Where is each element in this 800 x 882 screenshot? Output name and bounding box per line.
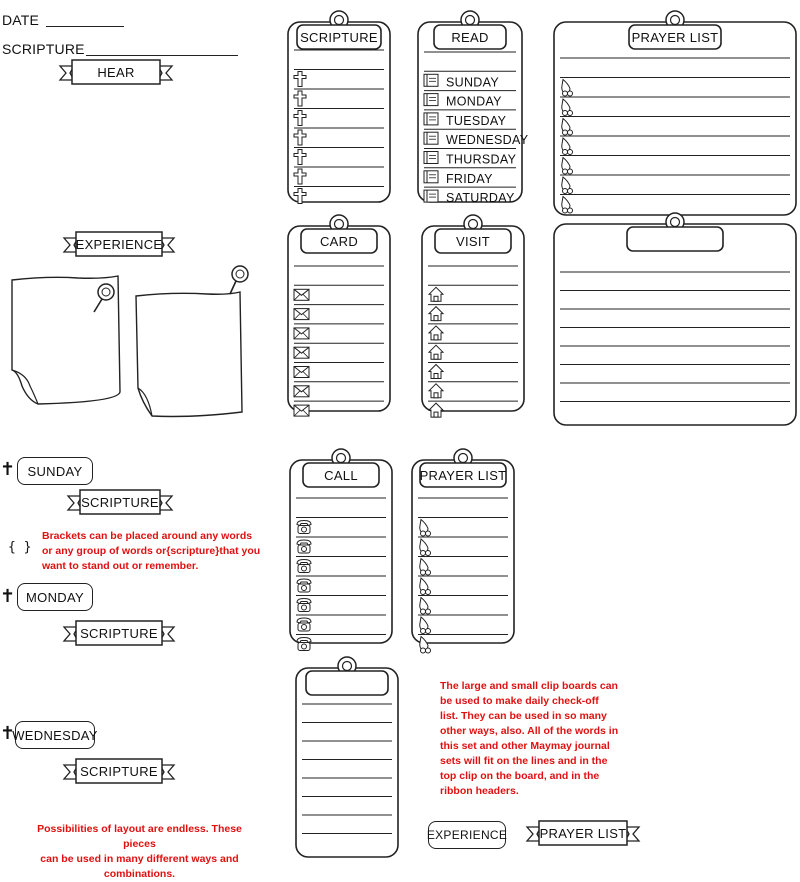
cross-icon: ✝ (0, 459, 16, 480)
note-brackets: Brackets can be placed around any words or any group of words or{scripture}that you want to stand out or remember. (42, 530, 261, 572)
clipboard-clip (627, 227, 723, 251)
telephone-icon (297, 638, 311, 651)
book-icon (424, 113, 438, 125)
clipboard-board (554, 224, 796, 425)
book-icon (424, 132, 438, 144)
pill-wednesday: WEDNESDAY (15, 721, 95, 749)
telephone-icon (297, 560, 311, 573)
clipboard-card (284, 214, 394, 414)
cross-icon: ✝ (0, 723, 16, 744)
pill-monday: MONDAY (17, 583, 93, 611)
clipboard-board (554, 22, 796, 215)
clipboard-blank-small (292, 656, 402, 860)
pill-sunday: SUNDAY (17, 457, 93, 485)
ribbon-label: SCRIPTURE (81, 495, 159, 510)
day-label: THURSDAY (446, 152, 517, 167)
scripture-field-label: SCRIPTURE (2, 41, 85, 57)
clipboard-clip (306, 671, 388, 695)
telephone-icon (297, 599, 311, 612)
book-icon (424, 94, 438, 106)
bracket-example: { } (8, 540, 32, 555)
clipboard-title: VISIT (455, 234, 491, 249)
day-label: WEDNESDAY (446, 133, 529, 148)
day-label: SUNDAY (446, 75, 499, 90)
day-label: MONDAY (446, 94, 502, 109)
clipboard-prayer-list-large (550, 10, 800, 218)
telephone-icon (297, 521, 311, 534)
scripture-line[interactable] (86, 55, 238, 56)
envelope-icon (294, 405, 309, 416)
note-layout: Possibilities of layout are endless. These pieces can be used in many different ways and combinations. (37, 823, 242, 880)
ribbon-label: PRAYER LIST (539, 826, 627, 841)
envelope-icon (294, 328, 309, 339)
date-label: DATE (2, 12, 40, 28)
clipboard-call (286, 448, 396, 646)
book-icon (424, 74, 438, 86)
clipboard-scripture (284, 10, 394, 205)
ribbon-label: SCRIPTURE (80, 764, 158, 779)
sticky-note-left (8, 262, 128, 412)
book-icon (424, 190, 438, 202)
ribbon-scripture-3 (64, 757, 174, 787)
clipboard-title: PRAYER LIST (419, 468, 507, 483)
day-label: TUESDAY (446, 113, 507, 128)
clipboard-blank-large (550, 212, 800, 428)
clipboard-title: PRAYER LIST (631, 30, 719, 45)
clipboard-prayer-list-small (408, 448, 518, 646)
book-icon (424, 171, 438, 183)
ribbon-hear (60, 58, 172, 88)
pushpin-icon (230, 266, 248, 294)
envelope-icon (294, 309, 309, 320)
book-icon (424, 152, 438, 164)
ribbon-scripture-1 (68, 488, 172, 518)
clipboard-read (414, 10, 529, 206)
note-clipboards: The large and small clip boards can be used to make daily check-off list. They can be used in so many other ways, also. All of the words in this set and other Maymay journal sets will fit on the lines and in the top clip on the board, and in the ribbon headers. (440, 680, 619, 797)
ribbon-label: HEAR (97, 65, 135, 80)
clipboard-title: READ (451, 30, 489, 45)
ribbon-prayer-list (527, 819, 639, 849)
cross-icon: ✝ (0, 586, 16, 607)
pill-experience: EXPERIENCE (428, 821, 506, 849)
date-line[interactable] (46, 26, 124, 27)
telephone-icon (297, 579, 311, 592)
clipboard-board (296, 668, 398, 857)
clipboard-title: CALL (324, 468, 358, 483)
ribbon-experience (64, 230, 174, 260)
telephone-icon (297, 618, 311, 631)
clipboard-title: SCRIPTURE (300, 30, 378, 45)
envelope-icon (294, 367, 309, 378)
clipboard-visit (418, 214, 528, 414)
day-label: SATURDAY (446, 191, 515, 206)
clipboard-title: CARD (319, 234, 359, 249)
envelope-icon (294, 386, 309, 397)
ribbon-label: EXPERIENCE (75, 237, 163, 252)
envelope-icon (294, 289, 309, 300)
sticky-note-right (132, 262, 252, 422)
telephone-icon (297, 540, 311, 553)
ribbon-scripture-2 (64, 619, 174, 649)
day-label: FRIDAY (446, 171, 493, 186)
envelope-icon (294, 347, 309, 358)
ribbon-label: SCRIPTURE (80, 626, 158, 641)
